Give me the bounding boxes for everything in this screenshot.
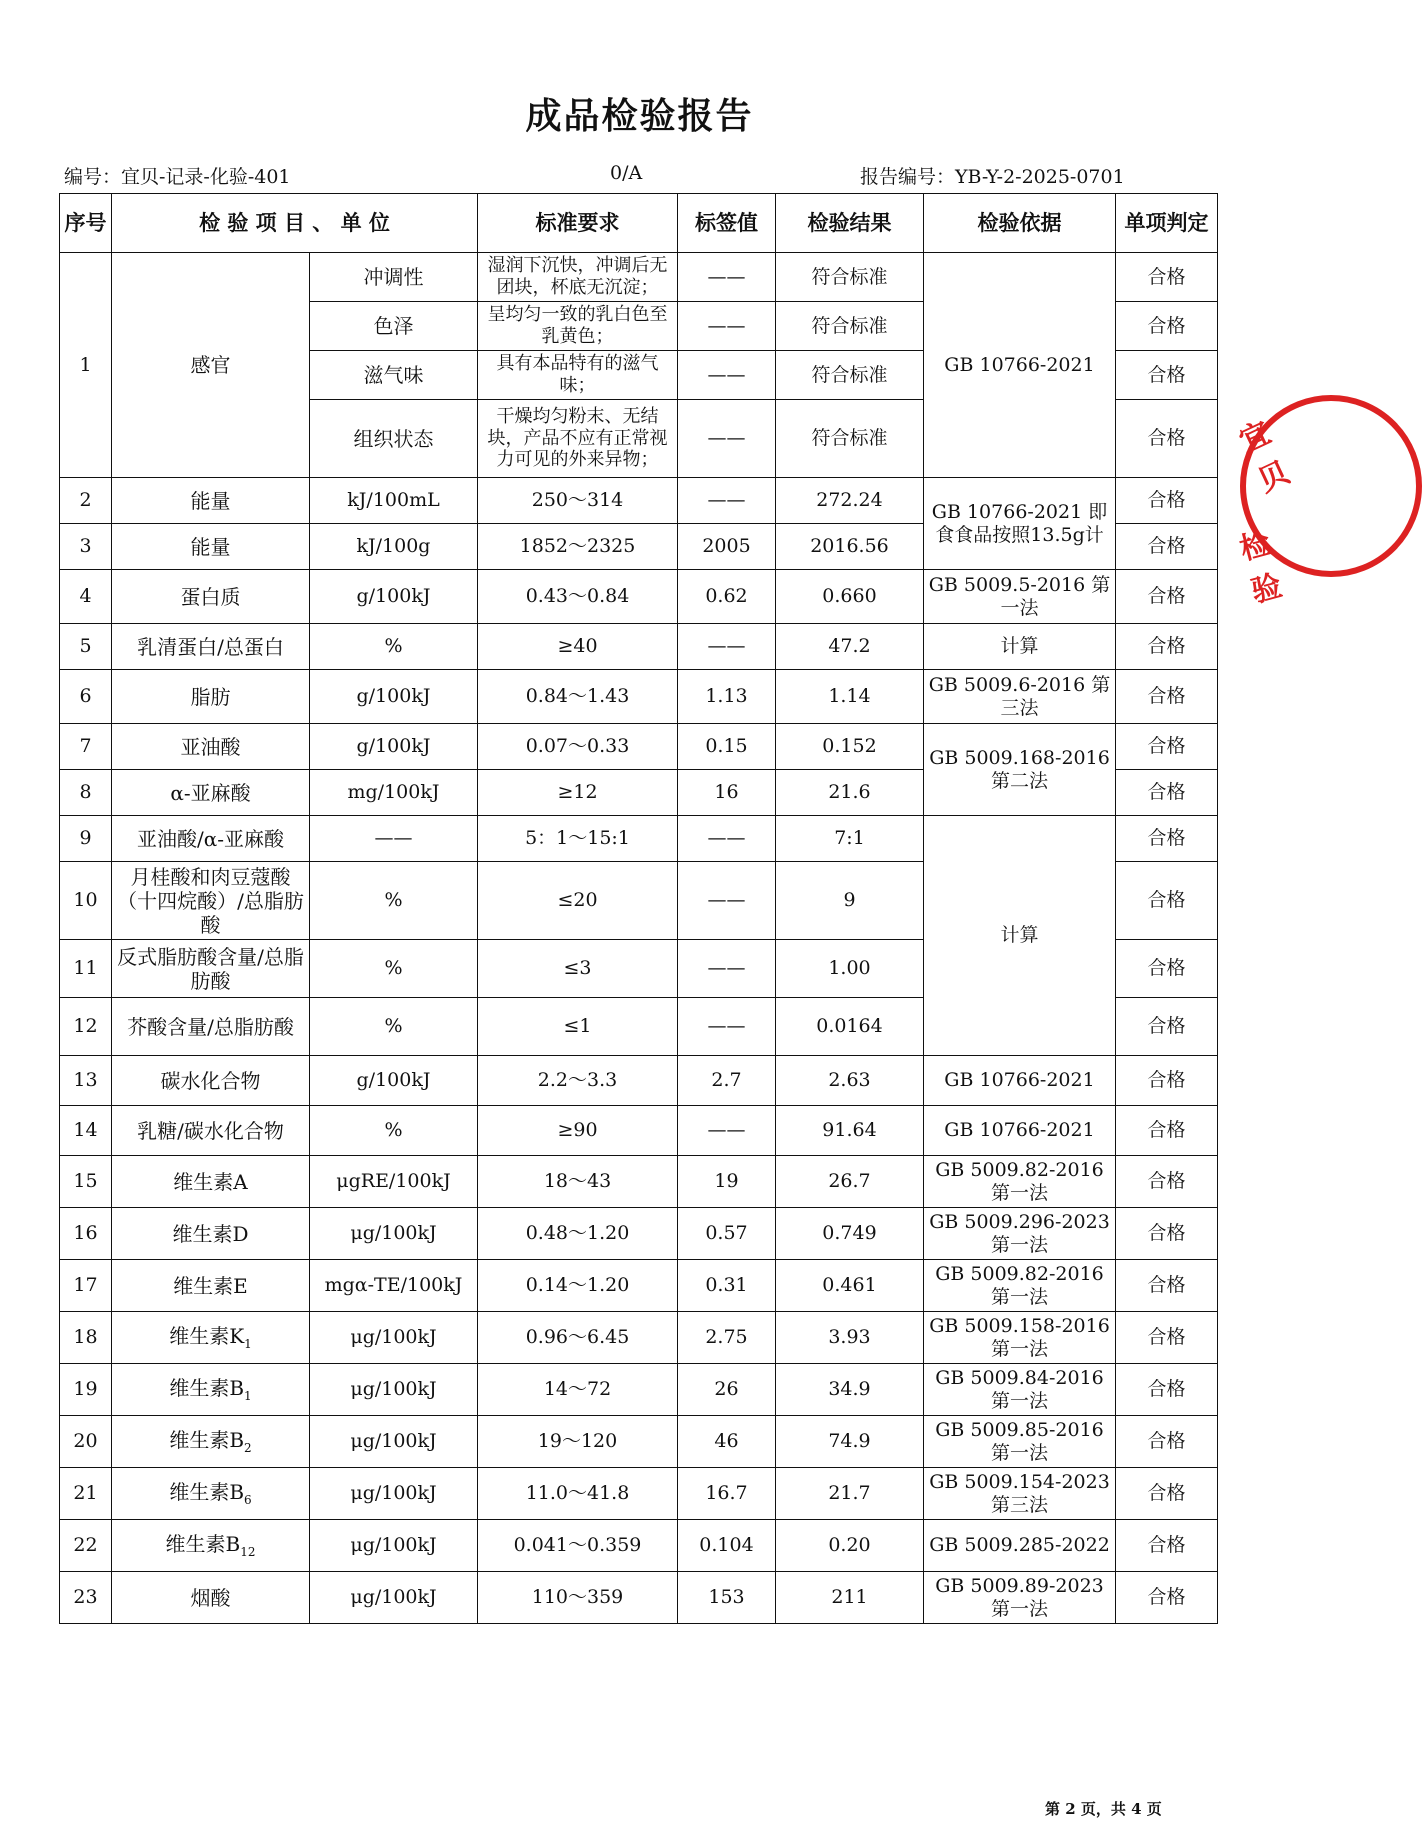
judgement: 合格 [1116, 862, 1218, 940]
row-no: 19 [60, 1364, 112, 1416]
standard: 110～359 [478, 1572, 678, 1624]
basis: GB 5009.285-2022 [924, 1520, 1116, 1572]
result: 211 [776, 1572, 924, 1624]
result: 7:1 [776, 816, 924, 862]
standard: 呈均匀一致的乳白色至乳黄色； [478, 302, 678, 351]
judgement: 合格 [1116, 351, 1218, 400]
unit: μg/100kJ [310, 1416, 478, 1468]
table-row [60, 670, 1218, 724]
result: 0.20 [776, 1520, 924, 1572]
unit: g/100kJ [310, 1056, 478, 1106]
judgement: 合格 [1116, 1572, 1218, 1624]
label-value: —— [678, 940, 776, 998]
judgement: 合格 [1116, 998, 1218, 1056]
row-no: 21 [60, 1468, 112, 1520]
table-row [60, 1260, 1218, 1312]
unit: g/100kJ [310, 570, 478, 624]
row-no: 5 [60, 624, 112, 670]
row-no: 11 [60, 940, 112, 998]
table-row [60, 624, 1218, 670]
item-name: α-亚麻酸 [112, 770, 310, 816]
item-name: 亚油酸/α-亚麻酸 [112, 816, 310, 862]
sub-item: 色泽 [310, 302, 478, 351]
table-row [60, 1468, 1218, 1520]
judgement: 合格 [1116, 1520, 1218, 1572]
judgement: 合格 [1116, 524, 1218, 570]
result: 0.461 [776, 1260, 924, 1312]
basis: GB 5009.82-2016 第一法 [924, 1260, 1116, 1312]
label-value: 46 [678, 1416, 776, 1468]
label-value: —— [678, 400, 776, 478]
standard: ≥90 [478, 1106, 678, 1156]
item-name: 维生素A [112, 1156, 310, 1208]
result: 272.24 [776, 478, 924, 524]
unit: g/100kJ [310, 670, 478, 724]
standard: 14～72 [478, 1364, 678, 1416]
report-title: 成品检验报告 [525, 95, 754, 137]
header-basis: 检验依据 [924, 194, 1116, 253]
table-row [60, 1156, 1218, 1208]
item-name: 烟酸 [112, 1572, 310, 1624]
judgement: 合格 [1116, 724, 1218, 770]
label-value: 0.31 [678, 1260, 776, 1312]
label-value: 16 [678, 770, 776, 816]
standard: 11.0～41.8 [478, 1468, 678, 1520]
standard: ≥12 [478, 770, 678, 816]
table-row [60, 570, 1218, 624]
standard: 具有本品特有的滋气味； [478, 351, 678, 400]
table-row [60, 1416, 1218, 1468]
label-value: —— [678, 302, 776, 351]
table-row [60, 253, 1218, 302]
label-value: 16.7 [678, 1468, 776, 1520]
row-no: 1 [60, 253, 112, 478]
result: 1.00 [776, 940, 924, 998]
label-value: 19 [678, 1156, 776, 1208]
seal-text-top: 宜贝 [1234, 415, 1295, 500]
unit: % [310, 940, 478, 998]
label-value: —— [678, 998, 776, 1056]
table-row [60, 1364, 1218, 1416]
judgement: 合格 [1116, 1312, 1218, 1364]
sub-item: 组织状态 [310, 400, 478, 478]
seal-text-bottom: 检验 [1236, 525, 1286, 610]
item-name: 芥酸含量/总脂肪酸 [112, 998, 310, 1056]
standard: 250～314 [478, 478, 678, 524]
item-name: 反式脂肪酸含量/总脂肪酸 [112, 940, 310, 998]
judgement: 合格 [1116, 570, 1218, 624]
row-no: 4 [60, 570, 112, 624]
label-value: —— [678, 1106, 776, 1156]
label-value: —— [678, 862, 776, 940]
standard: 1852～2325 [478, 524, 678, 570]
basis: GB 5009.5-2016 第一法 [924, 570, 1116, 624]
table-row [60, 1208, 1218, 1260]
judgement: 合格 [1116, 1416, 1218, 1468]
item-name: 维生素$B_1$ [112, 1364, 310, 1416]
judgement: 合格 [1116, 1106, 1218, 1156]
basis: GB 5009.84-2016 第一法 [924, 1364, 1116, 1416]
result: 符合标准 [776, 351, 924, 400]
report-number: 报告编号：YB-Y-2-2025-0701 [860, 166, 1125, 188]
row-no: 7 [60, 724, 112, 770]
judgement: 合格 [1116, 1468, 1218, 1520]
item-name: 维生素$K_1$ [112, 1312, 310, 1364]
unit: kJ/100mL [310, 478, 478, 524]
item-name: 维生素$B_2$ [112, 1416, 310, 1468]
basis: GB 5009.296-2023 第一法 [924, 1208, 1116, 1260]
basis: GB 10766-2021 [924, 1106, 1116, 1156]
table-row [60, 1056, 1218, 1106]
header-judgement: 单项判定 [1116, 194, 1218, 253]
unit: μg/100kJ [310, 1364, 478, 1416]
basis: 计算 [924, 624, 1116, 670]
standard: 0.48～1.20 [478, 1208, 678, 1260]
judgement: 合格 [1116, 253, 1218, 302]
judgement: 合格 [1116, 478, 1218, 524]
item-name: 脂肪 [112, 670, 310, 724]
table-row [60, 1106, 1218, 1156]
document-version: 0/A [610, 162, 643, 184]
unit: μgRE/100kJ [310, 1156, 478, 1208]
result: 0.660 [776, 570, 924, 624]
label-value: 0.15 [678, 724, 776, 770]
table-row [60, 816, 1218, 862]
judgement: 合格 [1116, 1260, 1218, 1312]
row-no: 16 [60, 1208, 112, 1260]
label-value: 0.62 [678, 570, 776, 624]
judgement: 合格 [1116, 940, 1218, 998]
unit: μg/100kJ [310, 1520, 478, 1572]
result: 26.7 [776, 1156, 924, 1208]
result: 0.749 [776, 1208, 924, 1260]
unit: % [310, 624, 478, 670]
result: 0.0164 [776, 998, 924, 1056]
row-no: 2 [60, 478, 112, 524]
result: 21.6 [776, 770, 924, 816]
judgement: 合格 [1116, 1056, 1218, 1106]
standard: 干燥均匀粉末、无结块，产品不应有正常视力可见的外来异物； [478, 400, 678, 478]
subscript: 1 [244, 1388, 252, 1403]
result: 符合标准 [776, 400, 924, 478]
item-name: 维生素$B_{12}$ [112, 1520, 310, 1572]
standard: 0.14～1.20 [478, 1260, 678, 1312]
unit: mgα-TE/100kJ [310, 1260, 478, 1312]
result: 1.14 [776, 670, 924, 724]
document-number: 编号：宜贝-记录-化验-401 [64, 166, 291, 188]
item-name: 维生素D [112, 1208, 310, 1260]
label-value: 2.7 [678, 1056, 776, 1106]
standard: 2.2～3.3 [478, 1056, 678, 1106]
header-standard: 标准要求 [478, 194, 678, 253]
result: 2.63 [776, 1056, 924, 1106]
item-name: 碳水化合物 [112, 1056, 310, 1106]
row-no: 23 [60, 1572, 112, 1624]
table-row [60, 1312, 1218, 1364]
result: 0.152 [776, 724, 924, 770]
row-no: 10 [60, 862, 112, 940]
label-value: 153 [678, 1572, 776, 1624]
table-row [60, 724, 1218, 770]
standard: 0.43～0.84 [478, 570, 678, 624]
basis: GB 5009.82-2016 第一法 [924, 1156, 1116, 1208]
unit: μg/100kJ [310, 1468, 478, 1520]
label-value: —— [678, 624, 776, 670]
row-no: 14 [60, 1106, 112, 1156]
label-value: 1.13 [678, 670, 776, 724]
unit: —— [310, 816, 478, 862]
row-no: 15 [60, 1156, 112, 1208]
result: 74.9 [776, 1416, 924, 1468]
judgement: 合格 [1116, 1364, 1218, 1416]
table-row [60, 1520, 1218, 1572]
result: 3.93 [776, 1312, 924, 1364]
unit: g/100kJ [310, 724, 478, 770]
row-no: 13 [60, 1056, 112, 1106]
basis: GB 5009.158-2016 第一法 [924, 1312, 1116, 1364]
basis: GB 5009.85-2016 第一法 [924, 1416, 1116, 1468]
row-no: 22 [60, 1520, 112, 1572]
table-row [60, 478, 1218, 524]
basis: GB 10766-2021 [924, 1056, 1116, 1106]
row-no: 18 [60, 1312, 112, 1364]
label-value: 2.75 [678, 1312, 776, 1364]
subscript: 1 [244, 1336, 252, 1351]
item-name: 乳清蛋白/总蛋白 [112, 624, 310, 670]
row-no: 8 [60, 770, 112, 816]
result: 符合标准 [776, 302, 924, 351]
basis: GB 5009.6-2016 第三法 [924, 670, 1116, 724]
unit: % [310, 998, 478, 1056]
basis: GB 5009.89-2023 第一法 [924, 1572, 1116, 1624]
item-name: 能量 [112, 478, 310, 524]
item-name: 蛋白质 [112, 570, 310, 624]
subscript: 12 [240, 1544, 256, 1559]
sub-item: 滋气味 [310, 351, 478, 400]
item-name: 亚油酸 [112, 724, 310, 770]
item-name: 维生素E [112, 1260, 310, 1312]
row-no: 20 [60, 1416, 112, 1468]
result: 34.9 [776, 1364, 924, 1416]
basis: GB 10766-2021 [924, 253, 1116, 478]
judgement: 合格 [1116, 670, 1218, 724]
standard: ≤20 [478, 862, 678, 940]
unit: μg/100kJ [310, 1208, 478, 1260]
standard: 0.84～1.43 [478, 670, 678, 724]
result: 47.2 [776, 624, 924, 670]
inspection-table [59, 193, 1218, 1624]
row-no: 3 [60, 524, 112, 570]
header-result: 检验结果 [776, 194, 924, 253]
item-name: 乳糖/碳水化合物 [112, 1106, 310, 1156]
unit: μg/100kJ [310, 1572, 478, 1624]
judgement: 合格 [1116, 770, 1218, 816]
judgement: 合格 [1116, 400, 1218, 478]
basis: GB 5009.154-2023 第三法 [924, 1468, 1116, 1520]
standard: ≤1 [478, 998, 678, 1056]
header-no: 序号 [60, 194, 112, 253]
basis: 计算 [924, 816, 1116, 1056]
header-item: 检 验 项 目 、 单 位 [112, 194, 478, 253]
result: 91.64 [776, 1106, 924, 1156]
standard: 19～120 [478, 1416, 678, 1468]
page-footer: 第 2 页，共 4 页 [1045, 1800, 1162, 1818]
item-name: 感官 [112, 253, 310, 478]
row-no: 12 [60, 998, 112, 1056]
judgement: 合格 [1116, 624, 1218, 670]
result: 符合标准 [776, 253, 924, 302]
basis: GB 10766-2021 即食食品按照13.5g计 [924, 478, 1116, 570]
result: 21.7 [776, 1468, 924, 1520]
standard: ≤3 [478, 940, 678, 998]
sub-item: 冲调性 [310, 253, 478, 302]
unit: % [310, 862, 478, 940]
row-no: 9 [60, 816, 112, 862]
label-value: 0.57 [678, 1208, 776, 1260]
standard: ≥40 [478, 624, 678, 670]
unit: mg/100kJ [310, 770, 478, 816]
item-name: 维生素$B_6$ [112, 1468, 310, 1520]
item-name: 能量 [112, 524, 310, 570]
judgement: 合格 [1116, 816, 1218, 862]
judgement: 合格 [1116, 302, 1218, 351]
unit: μg/100kJ [310, 1312, 478, 1364]
standard: 18～43 [478, 1156, 678, 1208]
label-value: 2005 [678, 524, 776, 570]
judgement: 合格 [1116, 1156, 1218, 1208]
result: 9 [776, 862, 924, 940]
standard: 0.07～0.33 [478, 724, 678, 770]
judgement: 合格 [1116, 1208, 1218, 1260]
standard: 0.96～6.45 [478, 1312, 678, 1364]
unit: kJ/100g [310, 524, 478, 570]
basis: GB 5009.168-2016 第二法 [924, 724, 1116, 816]
standard: 湿润下沉快，冲调后无团块，杯底无沉淀； [478, 253, 678, 302]
row-no: 17 [60, 1260, 112, 1312]
label-value: 0.104 [678, 1520, 776, 1572]
unit: % [310, 1106, 478, 1156]
label-value: —— [678, 478, 776, 524]
subscript: 2 [244, 1440, 252, 1455]
label-value: —— [678, 816, 776, 862]
header-label-value: 标签值 [678, 194, 776, 253]
table-row [60, 1572, 1218, 1624]
row-no: 6 [60, 670, 112, 724]
item-name: 月桂酸和肉豆蔻酸（十四烷酸）/总脂肪酸 [112, 862, 310, 940]
subscript: 6 [244, 1492, 252, 1507]
label-value: —— [678, 351, 776, 400]
header-row [60, 194, 1218, 253]
result: 2016.56 [776, 524, 924, 570]
label-value: 26 [678, 1364, 776, 1416]
label-value: —— [678, 253, 776, 302]
standard: 5：1～15:1 [478, 816, 678, 862]
standard: 0.041～0.359 [478, 1520, 678, 1572]
